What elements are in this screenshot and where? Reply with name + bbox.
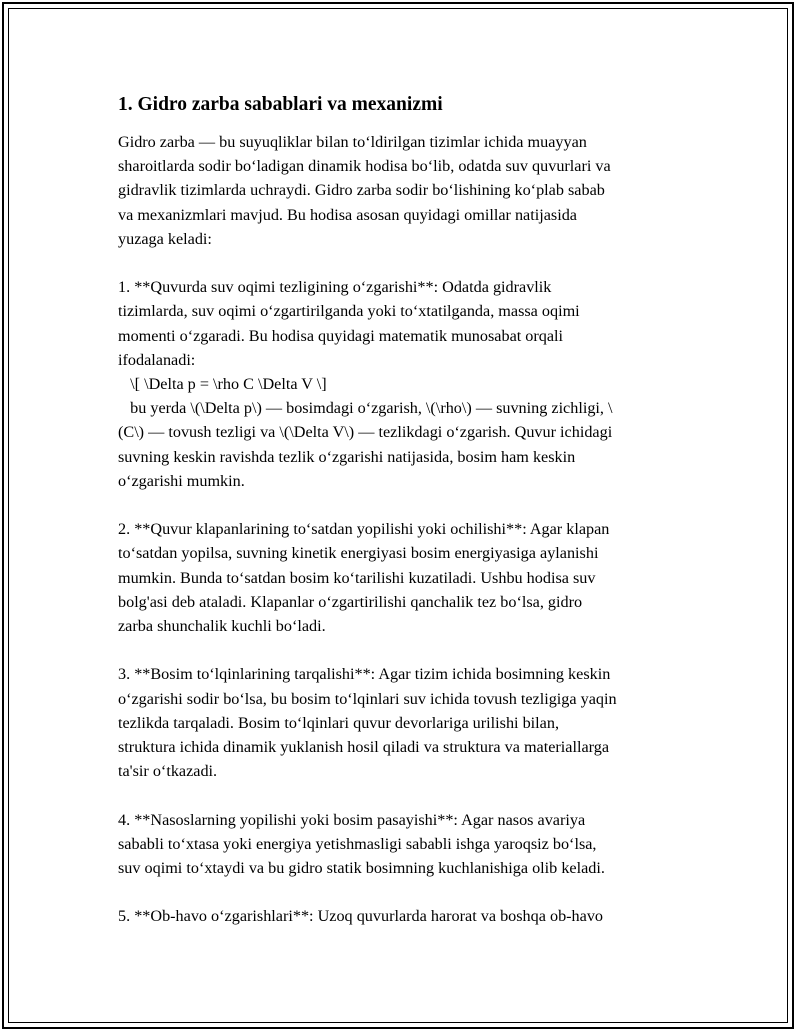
text-line: 5. **Ob-havo o‘zgarishlari**: Uzoq quvurlarda harorat va boshqa ob-havo	[118, 907, 604, 926]
text-line: 3. **Bosim to‘lqinlarining tarqalishi**: Agar tizim ichida bosimning keskin	[118, 665, 611, 684]
text-line: to‘satdan yopilsa, suvning kinetik energiyasi bosim energiyasiga aylanishi	[118, 544, 599, 563]
intro-paragraph	[118, 130, 693, 251]
formula-line: \[ \Delta p = \rho C \Delta V \]	[118, 375, 327, 394]
document-body	[118, 92, 693, 929]
paragraph-spacer	[118, 493, 693, 517]
text-line: (C\) — tovush tezligi va \(\Delta V\) — tezlikdagi o‘zgarish. Quvur ichidagi	[118, 423, 613, 442]
text-line: bolg'asi deb ataladi. Klapanlar o‘zgartirilishi qanchalik tez bo‘lsa, gidro	[118, 592, 583, 611]
paragraph-spacer	[118, 783, 693, 807]
text-line: 2. **Quvur klapanlarining to‘satdan yopilishi yoki ochilishi**: Agar klapan	[118, 520, 610, 539]
text-line: o‘zgarishi sodir bo‘lsa, bu bosim to‘lqinlari suv ichida tovush tezligiga yaqin	[118, 689, 617, 708]
text-line: bu yerda \(\Delta p\) — bosimdagi o‘zgarish, \(\rho\) — suvning zichligi, \	[118, 399, 613, 418]
text-line: 4. **Nasoslarning yopilishi yoki bosim pasayishi**: Agar nasos avariya	[118, 810, 586, 829]
text-line: mumkin. Bunda to‘satdan bosim ko‘tarilishi kuzatiladi. Ushbu hodisa suv	[118, 568, 596, 587]
text-line: Gidro zarba — bu suyuqliklar bilan to‘ldirilgan tizimlar ichida muayyan	[118, 133, 587, 151]
text-line: ifodalanadi:	[118, 350, 196, 369]
paragraph-spacer	[118, 638, 693, 662]
text-line: tizimlarda, suv oqimi o‘zgartirilganda yoki to‘xtatilganda, massa oqimi	[118, 302, 580, 321]
list-item-3	[118, 662, 693, 783]
text-line: o‘zgarishi mumkin.	[118, 471, 245, 490]
section-heading: 1. Gidro zarba sabablari va mexanizmi	[118, 94, 443, 115]
text-line: momenti o‘zgaradi. Bu hodisa quyidagi matematik munosabat orqali	[118, 326, 564, 345]
text-line: struktura ichida dinamik yuklanish hosil qiladi va struktura va materiallarga	[118, 738, 610, 757]
text-line: yuzaga keladi:	[118, 229, 212, 248]
text-line: suvning keskin ravishda tezlik o‘zgarishi natijasida, bosim ham keskin	[118, 447, 576, 466]
text-line: zarba shunchalik kuchli bo‘ladi.	[118, 617, 326, 636]
paragraph-spacer	[118, 880, 693, 904]
paragraph-spacer	[118, 251, 693, 275]
text-line: tezlikda tarqaladi. Bosim to‘lqinlari quvur devorlariga urilishi bilan,	[118, 713, 559, 732]
text-line: sababli to‘xtasa yoki energiya yetishmasligi sababli ishga yaroqsiz bo‘lsa,	[118, 834, 597, 853]
text-line: gidravlik tizimlarda uchraydi. Gidro zarba sodir bo‘lishining ko‘plab sabab	[118, 181, 605, 200]
text-line: 1. **Quvurda suv oqimi tezligining o‘zgarishi**: Odatda gidravlik	[118, 278, 552, 297]
text-line: ta'sir o‘tkazadi.	[118, 762, 218, 781]
text-line: sharoitlarda sodir bo‘ladigan dinamik hodisa bo‘lib, odatda suv quvurlari va	[118, 157, 611, 176]
text-line: suv oqimi to‘xtaydi va bu gidro statik bosimning kuchlanishiga olib keladi.	[118, 859, 605, 878]
list-item-2	[118, 517, 693, 638]
list-item-4	[118, 808, 693, 881]
list-item-5	[118, 904, 693, 928]
text-line: va mexanizmlari mavjud. Bu hodisa asosan quyidagi omillar natijasida	[118, 205, 577, 224]
list-item-1	[118, 275, 693, 493]
